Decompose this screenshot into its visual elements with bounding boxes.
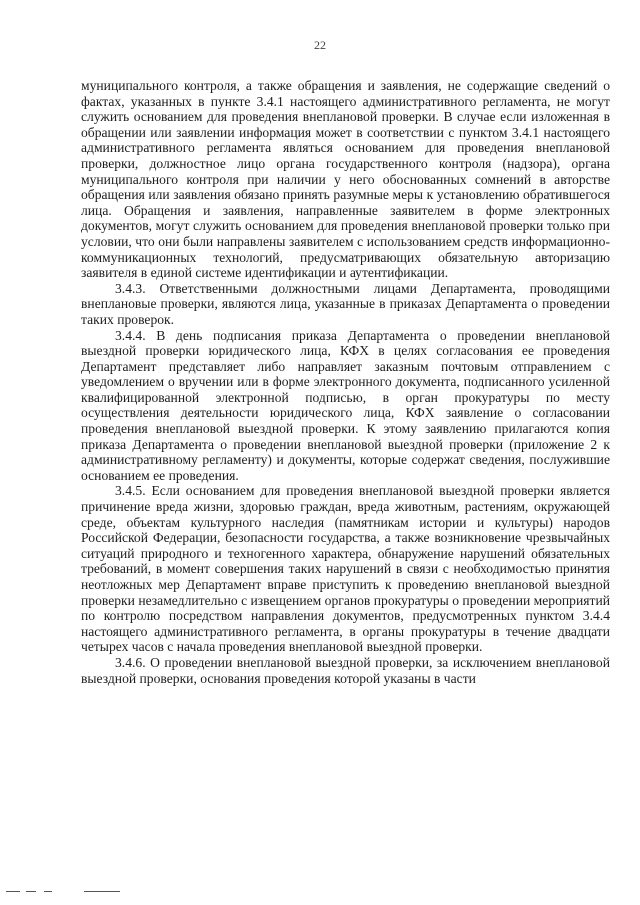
scan-artifact-marks (0, 891, 160, 893)
paragraph-3-4-3: 3.4.3. Ответственными должностными лицами Департамента, проводящими внеплановые проверки, являются лица, указанные в приказах Департамента о проведении таких проверок. (81, 280, 610, 327)
paragraph-3-4-5: 3.4.5. Если основанием для проведения внеплановой выездной проверки является причинение вреда жизни, здоровью граждан, вреда животным, растениям, окружающей среде, объектам культурного наследия (памятникам истории и культуры) народов Российской Федерации, безопасности государства, а также возникновение чрезвычайных ситуаций природного и техногенного характера, обнаружение нарушений обязательных требований, в момент совершения таких нарушений в связи с необходимостью принятия неотложных мер Департамент вправе приступить к проведению внеплановой выездной проверки незамедлительно с извещением органов прокуратуры о проведении мероприятий по контролю посредством направления документов, предусмотренных пунктом 3.4.4 настоящего административного регламента, в органы прокуратуры в течение двадцати четырех часов с начала проведения внеплановой выездной проверки. (81, 483, 610, 655)
page-number: 22 (314, 38, 326, 52)
paragraph-3-4-6: 3.4.6. О проведении внеплановой выездной проверки, за исключением внеплановой выездной проверки, основания проведения которой указаны в части (81, 654, 610, 686)
paragraph-continuation: муниципального контроля, а также обращения и заявления, не содержащие сведений о фактах, указанных в пункте 3.4.1 настоящего административного регламента, не могут служить основанием для проведения внеплановой проверки. В случае если изложенная в обращении или заявлении информация может в соответствии с пунктом 3.4.1 настоящего административного регламента являться основанием для проведения внеплановой проверки, должностное лицо органа государственного контроля (надзора), органа муниципального контроля при наличии у него обоснованных сомнений в авторстве обращения или заявления обязано принять разумные меры к установлению обратившегося лица. Обращения и заявления, направленные заявителем в форме электронных документов, могут служить основанием для проведения внеплановой проверки только при условии, что они были направлены заявителем с использованием средств информационно-коммуникационных технологий, предусматривающих обязательную авторизацию заявителя в единой системе идентификации и аутентификации. (81, 78, 610, 281)
paragraph-3-4-4: 3.4.4. В день подписания приказа Департамента о проведении внеплановой выездной проверки юридического лица, КФХ в целях согласования ее проведения Департамент представляет либо направляет заказным почтовым отправлением с уведомлением о вручении или в форме электронного документа, подписанного усиленной квалифицированной электронной подписью, в орган прокуратуры по месту осуществления деятельности юридического лица, КФХ заявление о согласовании проведения внеплановой выездной проверки. К этому заявлению прилагаются копия приказа Департамента о проведении внеплановой выездной проверки (приложение 2 к административному регламенту) и документы, которые содержат сведения, послужившие основанием ее проведения. (81, 327, 610, 483)
document-body (81, 78, 610, 686)
